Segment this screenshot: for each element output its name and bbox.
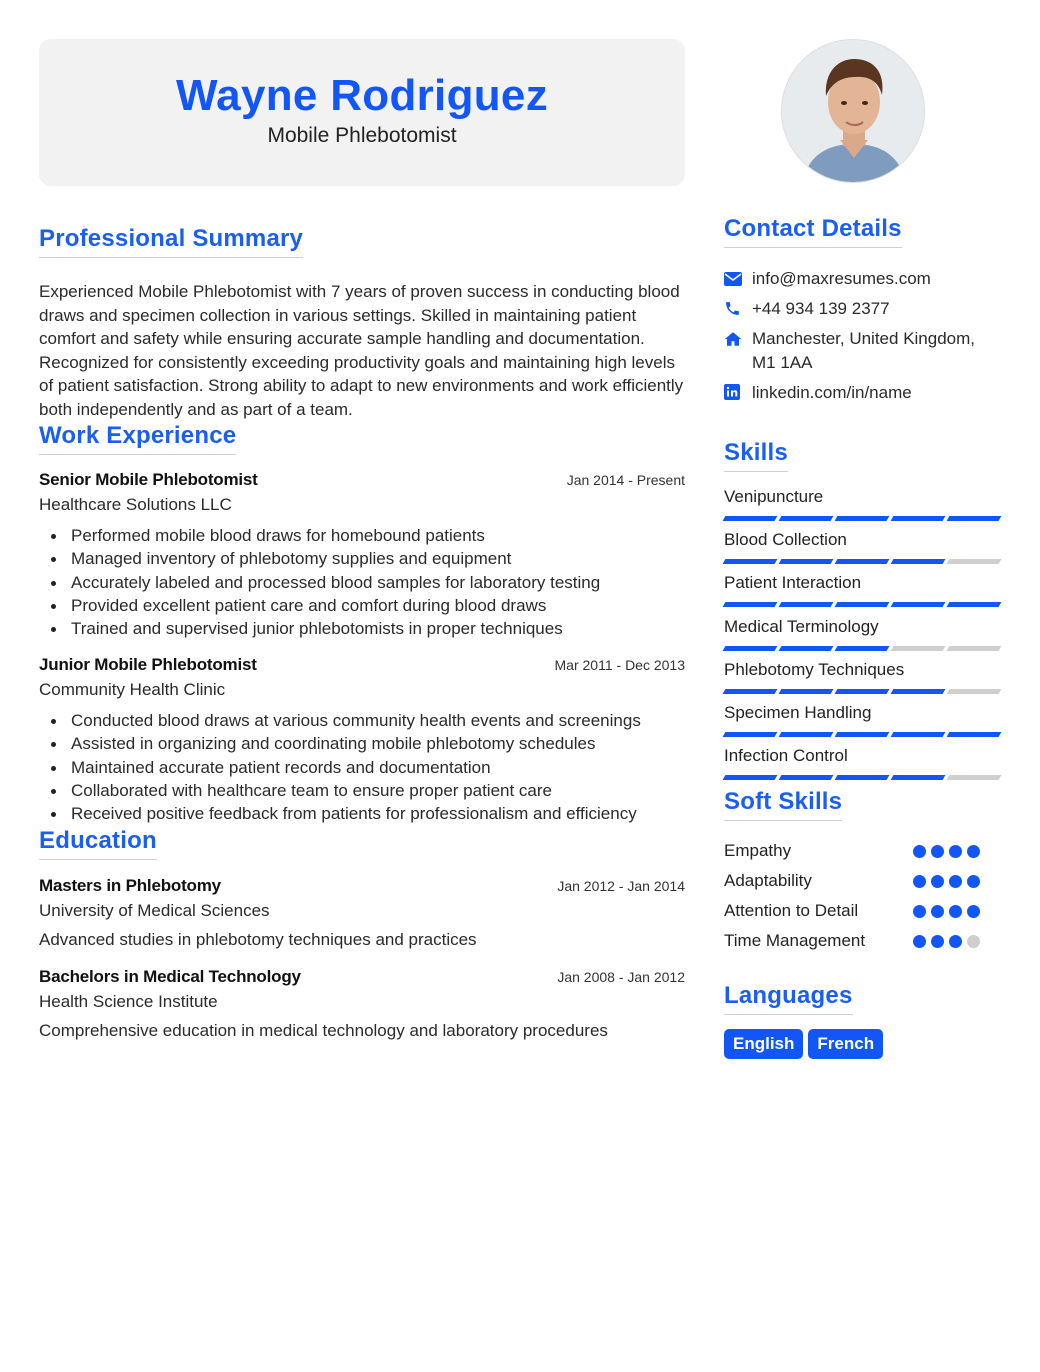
skill-level-segment xyxy=(723,559,778,564)
school-name: Health Science Institute xyxy=(39,992,218,1011)
soft-skill-rating xyxy=(913,935,980,948)
rating-dot xyxy=(931,845,944,858)
envelope-icon xyxy=(724,267,752,290)
skill-level-segment xyxy=(947,516,1002,521)
soft-skill-rating xyxy=(913,905,980,918)
soft-skill-item xyxy=(724,836,1000,866)
soft-skill-name: Attention to Detail xyxy=(724,901,859,920)
rating-dot xyxy=(913,875,926,888)
skill-level-segment xyxy=(835,689,890,694)
degree-title: Bachelors in Medical Technology xyxy=(39,967,301,986)
skill-name: Patient Interaction xyxy=(724,573,862,593)
skill-level-segment xyxy=(779,732,834,737)
skill-name: Specimen Handling xyxy=(724,702,872,722)
soft-skill-name: Adaptability xyxy=(724,871,812,890)
work-heading: Work Experience xyxy=(39,422,236,455)
rating-dot xyxy=(913,935,926,948)
skill-name: Medical Terminology xyxy=(724,616,879,636)
soft-skills-heading: Soft Skills xyxy=(724,788,842,821)
bullet-item: Collaborated with healthcare team to ensure proper patient care xyxy=(39,779,685,802)
bullet-item: Maintained accurate patient records and documentation xyxy=(39,756,685,779)
job-company: Community Health Clinic xyxy=(39,680,226,699)
skills-list xyxy=(724,486,1000,788)
contact-phone-text: +44 934 139 2377 xyxy=(752,299,890,318)
job-entry xyxy=(39,470,685,640)
bullet-item: Provided excellent patient care and comfort during blood draws xyxy=(39,594,685,617)
skill-level-segment xyxy=(779,689,834,694)
soft-skill-name: Empathy xyxy=(724,841,792,860)
job-title: Junior Mobile Phlebotomist xyxy=(39,655,257,674)
skill-level-segment xyxy=(723,689,778,694)
skill-level-segment xyxy=(891,646,946,651)
job-title: Senior Mobile Phlebotomist xyxy=(39,470,258,489)
soft-skills-list xyxy=(724,836,1000,956)
job-date: Mar 2011 - Dec 2013 xyxy=(554,657,685,673)
rating-dot xyxy=(931,875,944,888)
skill-level-segment xyxy=(947,732,1002,737)
contact-linkedin[interactable] xyxy=(724,381,1000,405)
skill-item xyxy=(724,702,1000,745)
skills-heading: Skills xyxy=(724,439,788,472)
skill-item xyxy=(724,745,1000,788)
skill-level-segment xyxy=(947,559,1002,564)
job-company: Healthcare Solutions LLC xyxy=(39,495,232,514)
rating-dot xyxy=(967,905,980,918)
soft-skill-rating xyxy=(913,845,980,858)
summary-heading: Professional Summary xyxy=(39,225,303,258)
skill-name: Venipuncture xyxy=(724,487,824,506)
language-badge: English xyxy=(724,1029,803,1059)
rating-dot xyxy=(931,905,944,918)
contact-email-text: info@maxresumes.com xyxy=(752,269,931,288)
job-entry xyxy=(39,655,685,825)
rating-dot xyxy=(913,905,926,918)
candidate-name: Wayne Rodriguez xyxy=(175,71,548,120)
education-entry xyxy=(39,876,685,950)
skill-level-segment xyxy=(891,732,946,737)
bullet-item: Received positive feedback from patients for professionalism and efficiency xyxy=(39,802,685,825)
skill-item xyxy=(724,572,1000,615)
bullet-item: Conducted blood draws at various community health events and screenings xyxy=(39,709,685,732)
candidate-title: Mobile Phlebotomist xyxy=(267,124,457,147)
skill-item xyxy=(724,616,1000,659)
rating-dot xyxy=(967,875,980,888)
rating-dot xyxy=(913,845,926,858)
contact-address-text: Manchester, United Kingdom, M1 1AA xyxy=(752,329,976,372)
soft-skill-name: Time Management xyxy=(724,931,866,950)
skill-level-segment xyxy=(723,732,778,737)
skill-level-bar xyxy=(724,646,1000,651)
contact-list xyxy=(724,267,1000,411)
skill-name: Phlebotomy Techniques xyxy=(724,659,905,679)
rating-dot xyxy=(967,935,980,948)
header-box xyxy=(39,39,685,186)
skill-level-segment xyxy=(891,602,946,607)
skill-level-segment xyxy=(835,646,890,651)
main-column xyxy=(39,39,685,1040)
skill-level-segment xyxy=(947,775,1002,780)
rating-dot xyxy=(949,875,962,888)
skill-level-segment xyxy=(891,516,946,521)
skill-level-segment xyxy=(835,559,890,564)
skill-level-segment xyxy=(835,775,890,780)
contact-linkedin-text: linkedin.com/in/name xyxy=(752,382,912,402)
degree-title: Masters in Phlebotomy xyxy=(39,876,221,895)
skill-level-segment xyxy=(779,602,834,607)
skill-level-bar xyxy=(724,559,1000,564)
soft-skill-rating xyxy=(913,875,980,888)
skill-level-segment xyxy=(947,602,1002,607)
soft-skill-item xyxy=(724,926,1000,956)
home-icon xyxy=(724,327,752,350)
summary-text: Experienced Mobile Phlebotomist with 7 years of proven success in conducting blood draws and specimen collection in various settings. Skilled in maintaining patient comfort and safety while ensuring accurate sample handling and documentation. Recognized for consistently exceeding productivity goals and maintaining high levels of patient satisfaction. Strong ability to adapt to new environments and work efficiently both independently and as part of a team. xyxy=(39,282,684,419)
contact-email[interactable] xyxy=(724,267,1000,291)
linkedin-icon xyxy=(724,381,752,404)
rating-dot xyxy=(931,935,944,948)
skill-level-bar xyxy=(724,732,1000,737)
languages-heading: Languages xyxy=(724,982,853,1015)
bullet-item: Accurately labeled and processed blood samples for laboratory testing xyxy=(39,571,685,594)
skill-level-segment xyxy=(779,775,834,780)
skill-level-bar xyxy=(724,689,1000,694)
skill-level-segment xyxy=(947,689,1002,694)
education-description: Comprehensive education in medical technology and laboratory procedures xyxy=(39,1021,608,1040)
skill-level-segment xyxy=(723,602,778,607)
skill-level-bar xyxy=(724,602,1000,607)
skill-level-segment xyxy=(947,646,1002,651)
soft-skill-item xyxy=(724,896,1000,926)
skill-level-segment xyxy=(835,516,890,521)
skill-name: Blood Collection xyxy=(724,530,847,550)
skill-level-bar xyxy=(724,516,1000,521)
skill-item xyxy=(724,529,1000,572)
contact-address xyxy=(724,327,1000,374)
skill-level-segment xyxy=(891,559,946,564)
bullet-item: Trained and supervised junior phlebotomists in proper techniques xyxy=(39,617,685,640)
education-date: Jan 2012 - Jan 2014 xyxy=(557,878,685,894)
job-date: Jan 2014 - Present xyxy=(566,472,685,488)
contact-heading: Contact Details xyxy=(724,215,902,248)
bullet-item: Assisted in organizing and coordinating mobile phlebotomy schedules xyxy=(39,732,685,755)
skill-level-bar xyxy=(724,775,1000,780)
skill-level-segment xyxy=(835,602,890,607)
skill-level-segment xyxy=(779,516,834,521)
job-bullets xyxy=(39,709,685,825)
skill-level-segment xyxy=(835,732,890,737)
skill-name: Infection Control xyxy=(724,746,848,766)
skill-item xyxy=(724,659,1000,702)
skill-level-segment xyxy=(723,646,778,651)
language-badge: French xyxy=(808,1029,883,1059)
skill-level-segment xyxy=(723,775,778,780)
skill-level-segment xyxy=(891,775,946,780)
skill-level-segment xyxy=(779,559,834,564)
skill-level-segment xyxy=(779,646,834,651)
rating-dot xyxy=(967,845,980,858)
education-entry xyxy=(39,967,685,1041)
education-date: Jan 2008 - Jan 2012 xyxy=(557,969,685,985)
bullet-item: Performed mobile blood draws for homebound patients xyxy=(39,524,685,547)
skill-level-segment xyxy=(723,516,778,521)
contact-phone[interactable] xyxy=(724,297,1000,321)
languages-list xyxy=(724,1029,883,1059)
soft-skill-item xyxy=(724,866,1000,896)
school-name: University of Medical Sciences xyxy=(39,901,270,920)
rating-dot xyxy=(949,905,962,918)
rating-dot xyxy=(949,845,962,858)
skill-level-segment xyxy=(891,689,946,694)
phone-icon xyxy=(724,297,752,320)
education-description: Advanced studies in phlebotomy techniques and practices xyxy=(39,930,477,949)
profile-photo xyxy=(781,39,925,183)
bullet-item: Managed inventory of phlebotomy supplies and equipment xyxy=(39,547,685,570)
rating-dot xyxy=(949,935,962,948)
skill-item xyxy=(724,486,1000,529)
education-heading: Education xyxy=(39,827,157,860)
job-bullets xyxy=(39,524,685,640)
